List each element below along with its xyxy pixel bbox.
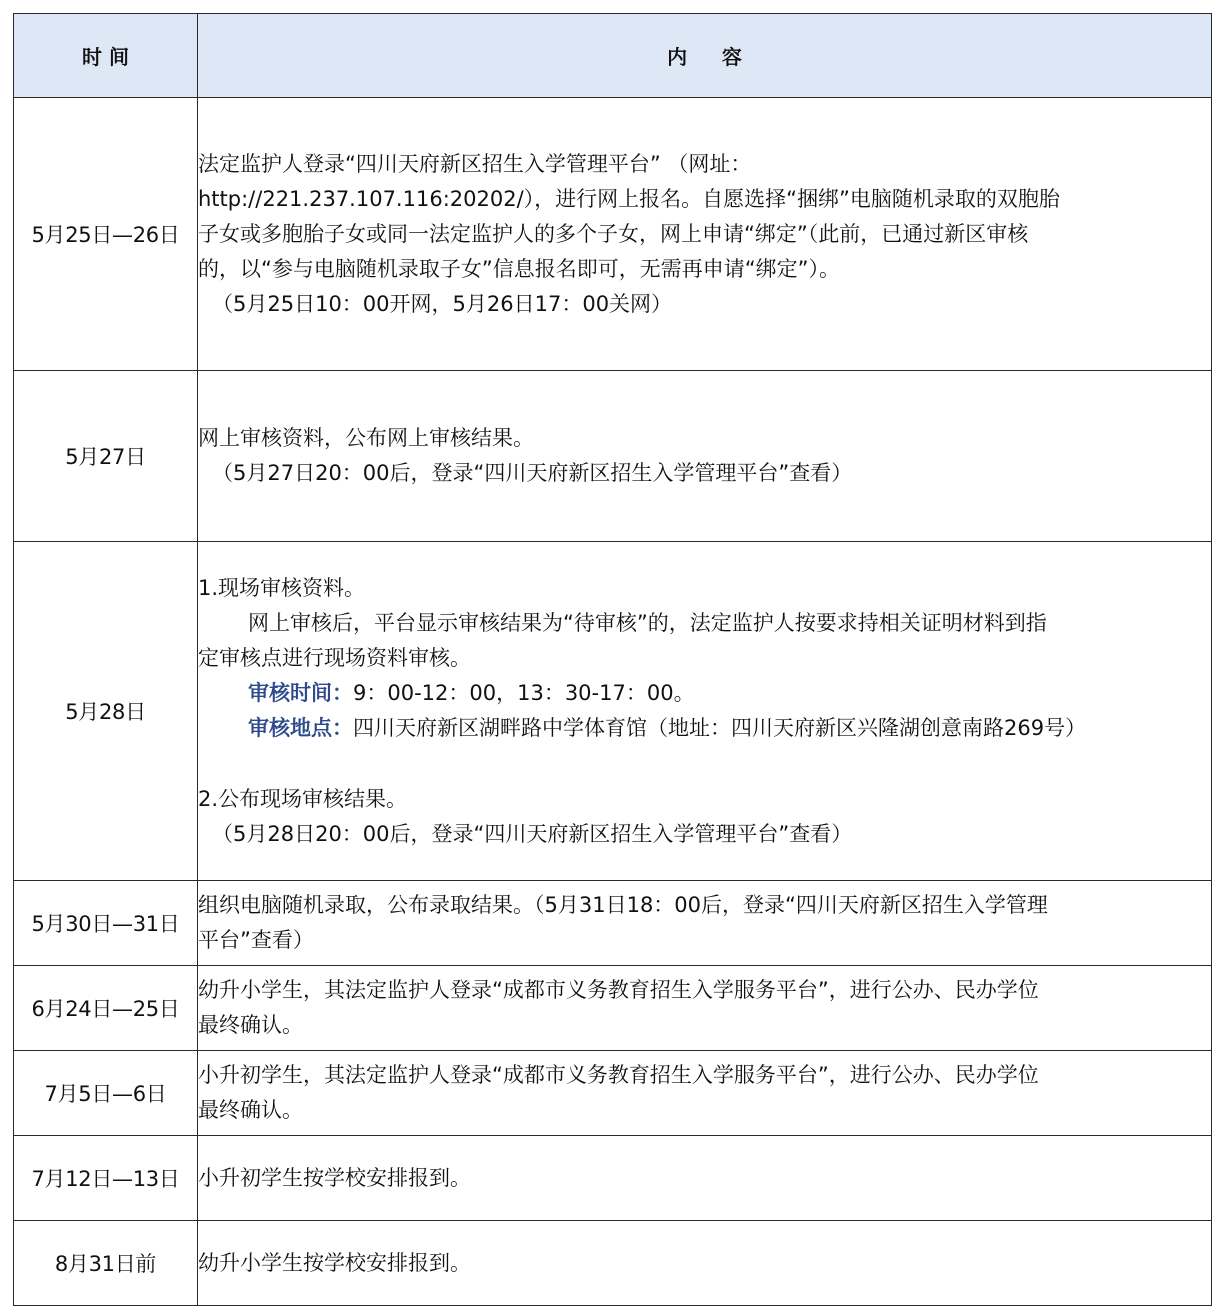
review-place [198,711,1211,746]
row-time: 7月12日—13日 [14,1136,198,1221]
table-row [14,1136,1212,1221]
row-time: 5月30日—31日 [14,881,198,966]
content-item-heading: 2.公布现场审核结果。 [198,786,408,811]
row-time: 5月27日 [14,371,198,542]
table-row [14,1221,1212,1306]
content-line: 幼升小学生按学校安排报到。 [198,1250,471,1275]
table-row [14,1051,1212,1136]
spacer [198,746,1211,782]
content-line: 法定监护人登录“四川天府新区招生入学管理平台” （网址： [198,151,752,176]
content-line: 组织电脑随机录取，公布录取结果。（5月31日18：00后，登录“四川天府新区招生入学管理 [198,893,1048,917]
review-place-label: 审核地点： [248,715,353,740]
content-line: 定审核点进行现场资料审核。 [198,645,471,670]
schedule-table [13,13,1212,1306]
review-time-value: 9：00-12：00，13：30-17：00。 [353,680,695,705]
content-line: 小升初学生按学校安排报到。 [198,1165,471,1190]
row-content [198,1051,1212,1136]
row-time: 6月24日—25日 [14,966,198,1051]
header-content: 内 容 [198,14,1212,98]
row-content [198,1221,1212,1306]
content-line: 的，以“参与电脑随机录取子女”信息报名即可，无需再申请“绑定”）。 [198,256,841,281]
row-time: 5月25日—26日 [14,98,198,371]
table-row [14,98,1212,371]
row-content [198,98,1212,371]
content-line: http://221.237.107.116:20202/），进行网上报名。自愿选择“捆绑”电脑随机录取的双胞胎 [198,186,1060,211]
row-content [198,1136,1212,1221]
row-time: 5月28日 [14,542,198,881]
content-line: 小升初学生，其法定监护人登录“成都市义务教育招生入学服务平台”，进行公办、民办学位 [198,1063,1039,1087]
review-place-value: 四川天府新区湖畔路中学体育馆（地址：四川天府新区兴隆湖创意南路269号） [353,715,1087,740]
content-line: 网上审核资料，公布网上审核结果。 [198,426,534,450]
header-time: 时 间 [14,14,198,98]
review-time [198,676,1211,711]
content-note: （5月27日20：00后，登录“四川天府新区招生入学管理平台”查看） [212,461,853,485]
content-item-heading: 1.现场审核资料。 [198,575,366,600]
row-time: 7月5日—6日 [14,1051,198,1136]
row-content [198,371,1212,542]
row-time: 8月31日前 [14,1221,198,1306]
review-time-label: 审核时间： [248,680,353,705]
table-row [14,881,1212,966]
row-content [198,966,1212,1051]
row-content [198,881,1212,966]
header-row [14,14,1212,98]
content-line: 幼升小学生，其法定监护人登录“成都市义务教育招生入学服务平台”，进行公办、民办学位 [198,978,1039,1002]
content-line: 平台”查看） [198,928,314,952]
content-line: 最终确认。 [198,1098,303,1122]
table-row [14,966,1212,1051]
row-content [198,542,1212,881]
content-note: （5月25日10：00开网，5月26日17：00关网） [212,291,673,316]
content-note: （5月28日20：00后，登录“四川天府新区招生入学管理平台”查看） [212,821,853,846]
table-row [14,542,1212,881]
content-line: 最终确认。 [198,1013,303,1037]
content-line: 子女或多胞胎子女或同一法定监护人的多个子女，网上申请“绑定”（此前，已通过新区审核 [198,221,1029,246]
content-line: 网上审核后，平台显示审核结果为“待审核”的，法定监护人按要求持相关证明材料到指 [248,610,1047,635]
table-row [14,371,1212,542]
